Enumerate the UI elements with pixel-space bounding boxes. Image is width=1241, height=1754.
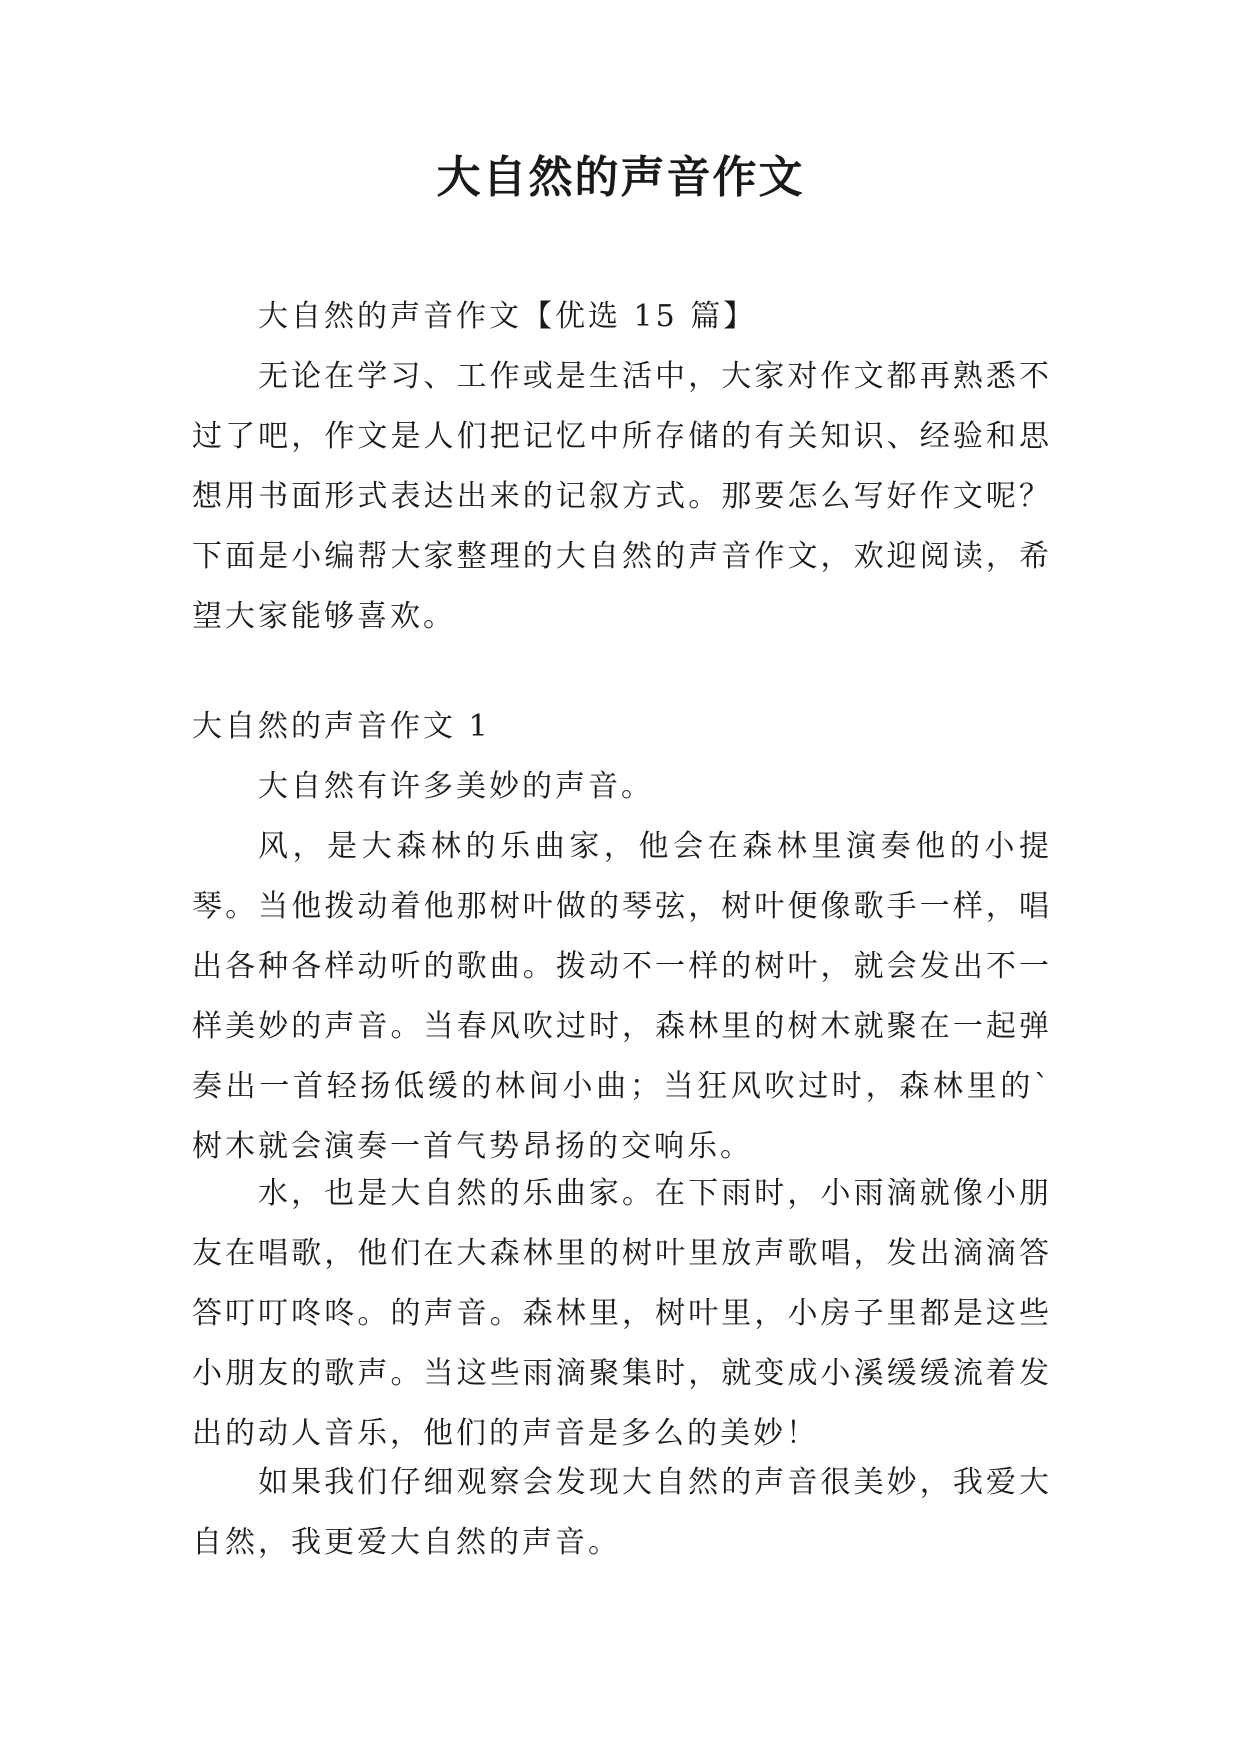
essay-paragraph: 水，也是大自然的乐曲家。在下雨时，小雨滴就像小朋友在唱歌，他们在大森林里的树叶里放声歌唱，发出滴滴答答叮叮咚咚。的声音。森林里，树叶里，小房子里都是这些小朋友的歌声。当这些雨滴聚集时，就变成小溪缓缓流着发出的动人音乐，他们的声音是多么的美妙！ xyxy=(192,1176,1052,1451)
essay-paragraph: 如果我们仔细观察会发现大自然的声音很美妙，我爱大自然，我更爱大自然的声音。 xyxy=(192,1465,1052,1560)
document-title: 大自然的声音作文 xyxy=(436,152,805,203)
document-subtitle: 大自然的声音作文【优选 15 篇】 xyxy=(258,299,757,334)
essay-paragraph: 大自然有许多美妙的声音。 xyxy=(258,769,654,804)
essay-paragraph: 风，是大森林的乐曲家，他会在森林里演奏他的小提琴。当他拨动着他那树叶做的琴弦，树叶便像歌手一样，唱出各种各样动听的歌曲。拨动不一样的树叶，就会发出不一样美妙的声音。当春风吹过时，森林里的树木就聚在一起弹奏出一首轻扬低缓的林间小曲；当狂风吹过时，森林里的`树木就会演奏一首气势昂扬的交响乐。 xyxy=(192,829,1052,1164)
intro-paragraph: 无论在学习、工作或是生活中，大家对作文都再熟悉不过了吧，作文是人们把记忆中所存储的有关知识、经验和思想用书面形式表达出来的记叙方式。那要怎么写好作文呢？下面是小编帮大家整理的大自然的声音作文，欢迎阅读，希望大家能够喜欢。 xyxy=(192,359,1052,634)
section-heading: 大自然的声音作文 1 xyxy=(192,709,491,744)
